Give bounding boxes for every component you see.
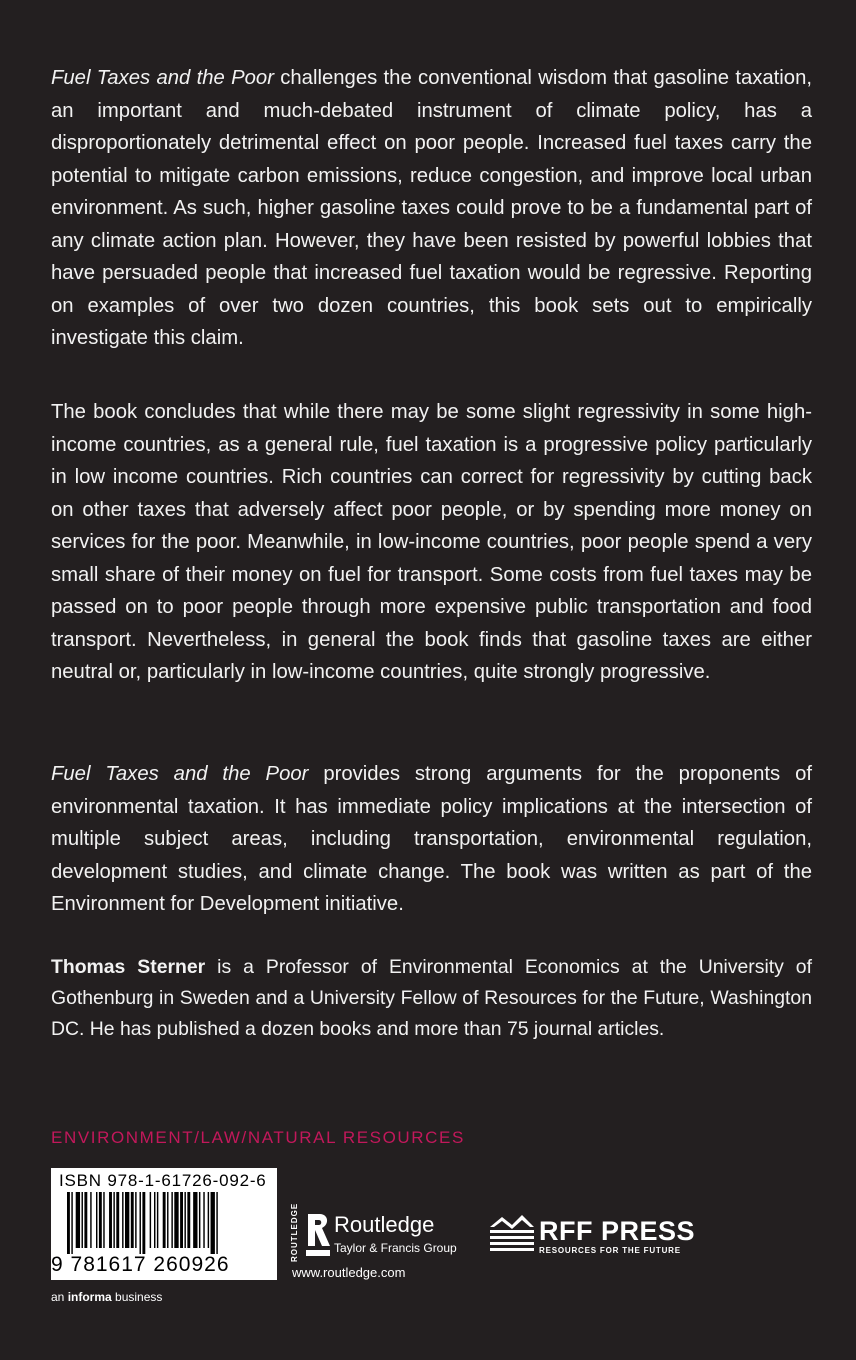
book-title: Fuel Taxes and the Poor xyxy=(51,763,309,785)
blurb-paragraph-1 xyxy=(51,62,812,355)
blurb-paragraph-2 xyxy=(51,396,812,689)
routledge-group: Taylor & Francis Group xyxy=(334,1241,457,1255)
author-bio-text: is a Professor of Environmental Economics at the University of Gothenburg in Sweden and a University Fellow of Resources for the Future, Washington DC. He has published a dozen books and more than 75 journal articles. xyxy=(51,956,812,1040)
routledge-logo xyxy=(290,1202,470,1286)
barcode-bars xyxy=(67,1192,263,1254)
rff-press-logo xyxy=(488,1213,698,1263)
rff-building-icon xyxy=(488,1213,536,1253)
blurb-text: The book concludes that while there may be some slight regressivity in some high-income countries, as a general rule, fuel taxation is a progressive policy particularly in low income countries. Rich countries can correct for regressivity by cutting back on other taxes that adversely affect poor people, or by spending more money on services for the poor. Meanwhile, in low-income countries, poor people spend a very small share of their money on fuel for transport. Some costs from fuel taxes may be passed on to poor people through more expensive public transportation and food transport. Nevertheless, in general the book finds that gasoline taxes are either neutral or, particularly in low-income countries, quite strongly progressive. xyxy=(51,401,812,683)
blurb-text: challenges the conventional wisdom that gasoline taxation, an important and much-debated instrument of climate policy, has a disproportionately detrimental effect on poor people. Increased fuel taxes carry the potential to mitigate carbon emissions, reduce congestion, and improve local urban environment. As such, higher gasoline taxes could prove to be a fundamental part of any climate action plan. However, they have been resisted by powerful lobbies that have persuaded people that increased fuel taxation would be regressive. Reporting on examples of over two dozen countries, this book sets out to empirically investigate this claim. xyxy=(51,67,812,349)
rff-tagline: RESOURCES FOR THE FUTURE xyxy=(539,1246,681,1255)
isbn-barcode xyxy=(51,1168,277,1280)
informa-brand: informa xyxy=(67,1290,112,1304)
informa-business-line: an informa business xyxy=(51,1290,163,1304)
isbn-label: ISBN 978-1-61726-092-6 xyxy=(59,1171,267,1190)
blurb-text: provides strong arguments for the proponents of environmental taxation. It has immediate policy implications at the intersection of multiple subject areas, including transportation, environmental regulation, development studies, and climate change. The book was written as part of the Environment for Development initiative. xyxy=(51,763,812,915)
routledge-r-icon xyxy=(304,1212,332,1258)
blurb-paragraph-3 xyxy=(51,758,812,921)
book-title: Fuel Taxes and the Poor xyxy=(51,67,274,89)
author-bio xyxy=(51,952,812,1045)
routledge-name: Routledge xyxy=(334,1212,435,1237)
author-name: Thomas Sterner xyxy=(51,956,206,978)
routledge-url: www.routledge.com xyxy=(292,1265,406,1280)
routledge-side-text: ROUTLEDGE xyxy=(290,1202,299,1262)
subject-category: ENVIRONMENT/LAW/NATURAL RESOURCES xyxy=(51,1128,465,1147)
rff-press-name: RFF PRESS xyxy=(539,1216,696,1246)
barcode-digits: 9 781617 260926 xyxy=(51,1253,230,1276)
